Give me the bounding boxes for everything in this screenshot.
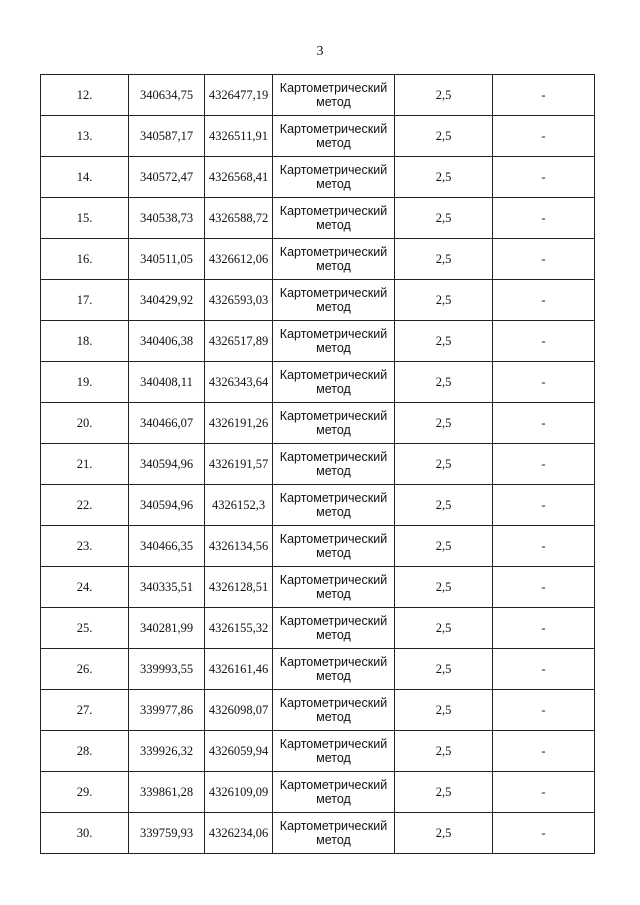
- point-number-cell: 15.: [41, 198, 129, 239]
- y-coordinate-cell: 4326059,94: [205, 731, 273, 772]
- method-cell: [273, 116, 395, 157]
- x-coordinate-cell: 340408,11: [129, 362, 205, 403]
- table-row: [41, 321, 595, 362]
- x-coordinate-cell: 339759,93: [129, 813, 205, 854]
- note-cell: -: [493, 690, 595, 731]
- method-text-line-2: метод: [316, 833, 351, 847]
- method-text-line-1: Картометрический: [279, 491, 388, 505]
- method-cell: [273, 608, 395, 649]
- y-coordinate-cell: 4326109,09: [205, 772, 273, 813]
- table-row: [41, 239, 595, 280]
- method-text-line-2: метод: [316, 95, 351, 109]
- accuracy-cell: 2,5: [395, 198, 493, 239]
- method-text-line-1: Картометрический: [279, 327, 388, 341]
- method-text-line-2: метод: [316, 341, 351, 355]
- table-row: [41, 731, 595, 772]
- method-cell: [273, 690, 395, 731]
- accuracy-cell: 2,5: [395, 567, 493, 608]
- y-coordinate-cell: 4326128,51: [205, 567, 273, 608]
- x-coordinate-cell: 339993,55: [129, 649, 205, 690]
- method-text-line-1: Картометрический: [279, 737, 388, 751]
- note-cell: -: [493, 280, 595, 321]
- x-coordinate-cell: 339861,28: [129, 772, 205, 813]
- method-cell: [273, 157, 395, 198]
- y-coordinate-cell: 4326343,64: [205, 362, 273, 403]
- y-coordinate-cell: 4326593,03: [205, 280, 273, 321]
- table-row: [41, 649, 595, 690]
- y-coordinate-cell: 4326517,89: [205, 321, 273, 362]
- x-coordinate-cell: 340594,96: [129, 485, 205, 526]
- x-coordinate-cell: 340466,07: [129, 403, 205, 444]
- table-row: [41, 608, 595, 649]
- point-number-cell: 29.: [41, 772, 129, 813]
- point-number-cell: 21.: [41, 444, 129, 485]
- method-text-line-1: Картометрический: [279, 573, 388, 587]
- accuracy-cell: 2,5: [395, 75, 493, 116]
- method-cell: [273, 75, 395, 116]
- table-row: [41, 75, 595, 116]
- method-text-line-2: метод: [316, 710, 351, 724]
- note-cell: -: [493, 239, 595, 280]
- x-coordinate-cell: 340594,96: [129, 444, 205, 485]
- method-text-line-1: Картометрический: [279, 614, 388, 628]
- page-number: 3: [316, 44, 324, 59]
- note-cell: -: [493, 75, 595, 116]
- table-body: [41, 75, 595, 854]
- method-text-line-1: Картометрический: [279, 450, 388, 464]
- y-coordinate-cell: 4326612,06: [205, 239, 273, 280]
- point-number-cell: 26.: [41, 649, 129, 690]
- x-coordinate-cell: 340587,17: [129, 116, 205, 157]
- method-cell: [273, 772, 395, 813]
- x-coordinate-cell: 339977,86: [129, 690, 205, 731]
- accuracy-cell: 2,5: [395, 157, 493, 198]
- note-cell: -: [493, 485, 595, 526]
- method-text-line-2: метод: [316, 505, 351, 519]
- method-cell: [273, 649, 395, 690]
- method-cell: [273, 321, 395, 362]
- point-number-cell: 22.: [41, 485, 129, 526]
- coordinates-table: [40, 74, 595, 854]
- point-number-cell: 25.: [41, 608, 129, 649]
- note-cell: -: [493, 567, 595, 608]
- method-text-line-2: метод: [316, 792, 351, 806]
- x-coordinate-cell: 340634,75: [129, 75, 205, 116]
- point-number-cell: 19.: [41, 362, 129, 403]
- note-cell: -: [493, 731, 595, 772]
- point-number-cell: 27.: [41, 690, 129, 731]
- point-number-cell: 14.: [41, 157, 129, 198]
- method-text-line-1: Картометрический: [279, 204, 388, 218]
- x-coordinate-cell: 340466,35: [129, 526, 205, 567]
- y-coordinate-cell: 4326588,72: [205, 198, 273, 239]
- table-row: [41, 403, 595, 444]
- method-cell: [273, 198, 395, 239]
- accuracy-cell: 2,5: [395, 444, 493, 485]
- method-cell: [273, 813, 395, 854]
- accuracy-cell: 2,5: [395, 280, 493, 321]
- accuracy-cell: 2,5: [395, 485, 493, 526]
- point-number-cell: 28.: [41, 731, 129, 772]
- y-coordinate-cell: 4326234,06: [205, 813, 273, 854]
- method-text-line-1: Картометрический: [279, 163, 388, 177]
- method-text-line-2: метод: [316, 628, 351, 642]
- point-number-cell: 17.: [41, 280, 129, 321]
- point-number-cell: 23.: [41, 526, 129, 567]
- method-text-line-1: Картометрический: [279, 696, 388, 710]
- point-number-cell: 30.: [41, 813, 129, 854]
- point-number-cell: 12.: [41, 75, 129, 116]
- x-coordinate-cell: 340406,38: [129, 321, 205, 362]
- method-text-line-1: Картометрический: [279, 81, 388, 95]
- x-coordinate-cell: 339926,32: [129, 731, 205, 772]
- point-number-cell: 24.: [41, 567, 129, 608]
- method-text-line-1: Картометрический: [279, 409, 388, 423]
- point-number-cell: 20.: [41, 403, 129, 444]
- table-row: [41, 772, 595, 813]
- table-row: [41, 485, 595, 526]
- method-cell: [273, 239, 395, 280]
- note-cell: -: [493, 772, 595, 813]
- table-row: [41, 444, 595, 485]
- accuracy-cell: 2,5: [395, 731, 493, 772]
- method-text-line-2: метод: [316, 259, 351, 273]
- y-coordinate-cell: 4326152,3: [205, 485, 273, 526]
- method-text-line-2: метод: [316, 382, 351, 396]
- accuracy-cell: 2,5: [395, 403, 493, 444]
- method-cell: [273, 403, 395, 444]
- method-cell: [273, 485, 395, 526]
- note-cell: -: [493, 813, 595, 854]
- x-coordinate-cell: 340335,51: [129, 567, 205, 608]
- accuracy-cell: 2,5: [395, 321, 493, 362]
- x-coordinate-cell: 340538,73: [129, 198, 205, 239]
- point-number-cell: 18.: [41, 321, 129, 362]
- x-coordinate-cell: 340281,99: [129, 608, 205, 649]
- method-text-line-2: метод: [316, 300, 351, 314]
- accuracy-cell: 2,5: [395, 813, 493, 854]
- method-text-line-2: метод: [316, 751, 351, 765]
- note-cell: -: [493, 649, 595, 690]
- y-coordinate-cell: 4326568,41: [205, 157, 273, 198]
- method-text-line-1: Картометрический: [279, 122, 388, 136]
- table-row: [41, 280, 595, 321]
- note-cell: -: [493, 444, 595, 485]
- note-cell: -: [493, 116, 595, 157]
- method-text-line-2: метод: [316, 587, 351, 601]
- method-cell: [273, 731, 395, 772]
- x-coordinate-cell: 340511,05: [129, 239, 205, 280]
- method-text-line-2: метод: [316, 546, 351, 560]
- y-coordinate-cell: 4326134,56: [205, 526, 273, 567]
- method-text-line-1: Картометрический: [279, 778, 388, 792]
- table-row: [41, 813, 595, 854]
- method-cell: [273, 362, 395, 403]
- note-cell: -: [493, 157, 595, 198]
- table-row: [41, 567, 595, 608]
- table-row: [41, 362, 595, 403]
- method-text-line-2: метод: [316, 177, 351, 191]
- note-cell: -: [493, 526, 595, 567]
- method-text-line-1: Картометрический: [279, 368, 388, 382]
- accuracy-cell: 2,5: [395, 772, 493, 813]
- accuracy-cell: 2,5: [395, 649, 493, 690]
- y-coordinate-cell: 4326477,19: [205, 75, 273, 116]
- y-coordinate-cell: 4326161,46: [205, 649, 273, 690]
- table-row: [41, 157, 595, 198]
- accuracy-cell: 2,5: [395, 362, 493, 403]
- x-coordinate-cell: 340429,92: [129, 280, 205, 321]
- method-text-line-1: Картометрический: [279, 819, 388, 833]
- y-coordinate-cell: 4326191,26: [205, 403, 273, 444]
- point-number-cell: 13.: [41, 116, 129, 157]
- method-cell: [273, 567, 395, 608]
- note-cell: -: [493, 198, 595, 239]
- method-text-line-1: Картометрический: [279, 532, 388, 546]
- note-cell: -: [493, 403, 595, 444]
- method-text-line-2: метод: [316, 464, 351, 478]
- method-text-line-2: метод: [316, 423, 351, 437]
- method-cell: [273, 444, 395, 485]
- x-coordinate-cell: 340572,47: [129, 157, 205, 198]
- method-cell: [273, 280, 395, 321]
- method-text-line-1: Картометрический: [279, 286, 388, 300]
- method-text-line-2: метод: [316, 669, 351, 683]
- accuracy-cell: 2,5: [395, 239, 493, 280]
- method-text-line-1: Картометрический: [279, 655, 388, 669]
- table-row: [41, 690, 595, 731]
- note-cell: -: [493, 362, 595, 403]
- point-number-cell: 16.: [41, 239, 129, 280]
- table-row: [41, 116, 595, 157]
- accuracy-cell: 2,5: [395, 526, 493, 567]
- y-coordinate-cell: 4326191,57: [205, 444, 273, 485]
- y-coordinate-cell: 4326511,91: [205, 116, 273, 157]
- method-cell: [273, 526, 395, 567]
- note-cell: -: [493, 608, 595, 649]
- method-text-line-1: Картометрический: [279, 245, 388, 259]
- accuracy-cell: 2,5: [395, 116, 493, 157]
- accuracy-cell: 2,5: [395, 608, 493, 649]
- table-row: [41, 526, 595, 567]
- note-cell: -: [493, 321, 595, 362]
- accuracy-cell: 2,5: [395, 690, 493, 731]
- y-coordinate-cell: 4326155,32: [205, 608, 273, 649]
- method-text-line-2: метод: [316, 136, 351, 150]
- method-text-line-2: метод: [316, 218, 351, 232]
- y-coordinate-cell: 4326098,07: [205, 690, 273, 731]
- table-row: [41, 198, 595, 239]
